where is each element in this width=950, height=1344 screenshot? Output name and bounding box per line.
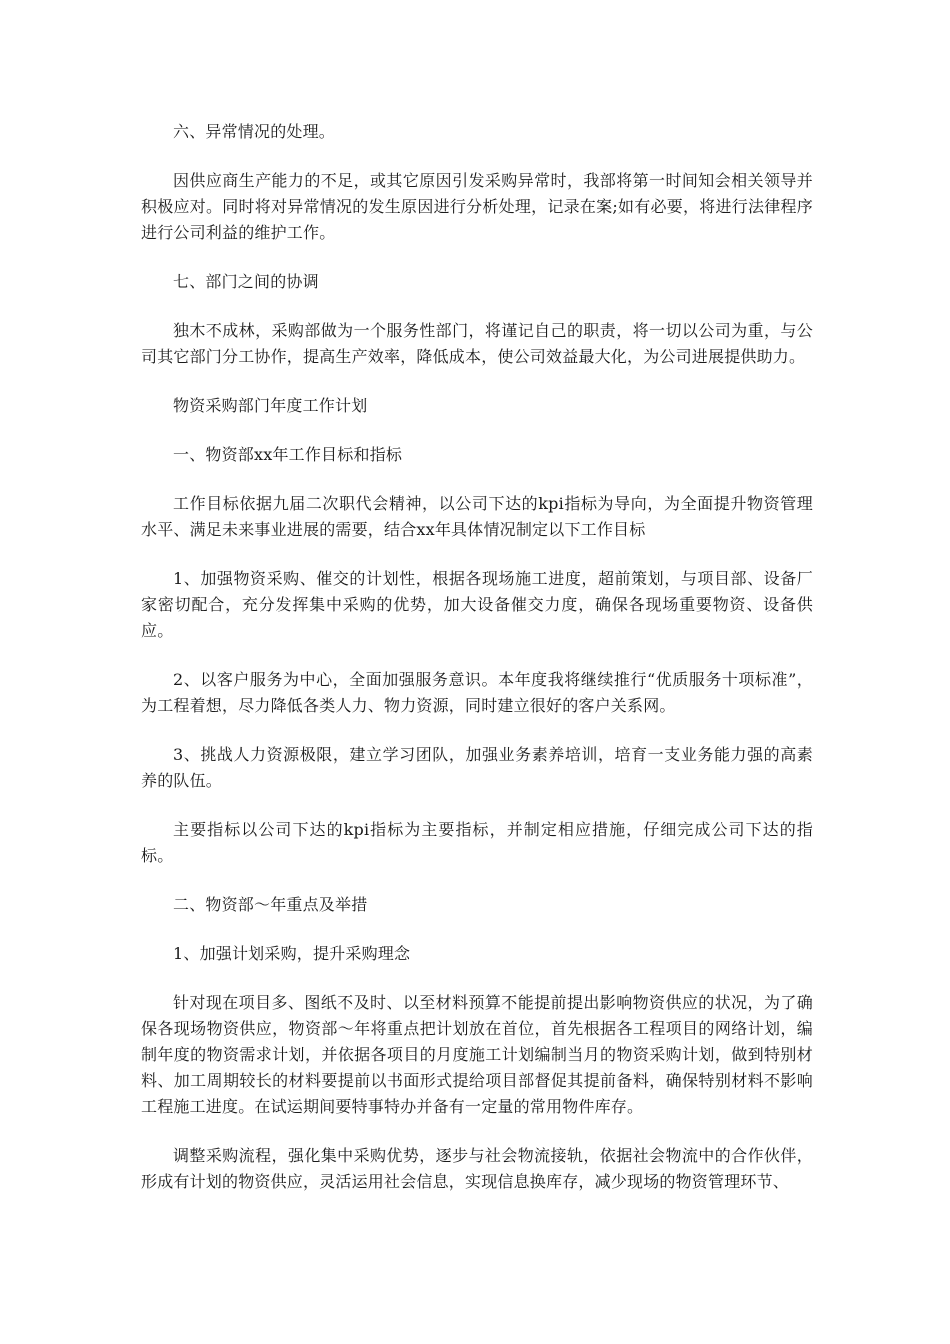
paragraph-department-coordination: 独木不成林，采购部做为一个服务性部门，将谨记自己的职责，将一切以公司为重，与公司其它部门分工协作，提高生产效率，降低成本，使公司效益最大化，为公司进展提供助力。 xyxy=(141,321,813,366)
paragraph-goal-3: 3、挑战人力资源极限，建立学习团队，加强业务素养培训，培育一支业务能力强的高素养的队伍。 xyxy=(141,745,813,790)
paragraph-goal-1: 1、加强物资采购、催交的计划性，根据各现场施工进度，超前策划，与项目部、设备厂家密切配合，充分发挥集中采购的优势，加大设备催交力度，确保各现场重要物资、设备供应。 xyxy=(141,569,813,640)
paragraph-goal-2: 2、以客户服务为中心，全面加强服务意识。本年度我将继续推行“优质服务十项标准”，为工程着想，尽力降低各类人力、物力资源，同时建立很好的客户关系网。 xyxy=(141,670,813,715)
paragraph-goals-intro: 工作目标依据九届二次职代会精神，以公司下达的kpi指标为导向，为全面提升物资管理水平、满足未来事业进展的需要，结合xx年具体情况制定以下工作目标 xyxy=(141,494,813,539)
section-heading-goals: 一、物资部xx年工作目标和指标 xyxy=(173,445,403,464)
section-heading-department-coordination: 七、部门之间的协调 xyxy=(173,272,319,291)
section-heading-key-measures: 二、物资部～年重点及举措 xyxy=(173,895,368,914)
paragraph-abnormal-handling: 因供应商生产能力的不足，或其它原因引发采购异常时，我部将第一时间知会相关领导并积极应对。同时将对异常情况的发生原因进行分析处理，记录在案;如有必要，将进行法律程序进行公司利益的维护工作。 xyxy=(141,171,813,242)
paragraph-process-adjustment: 调整采购流程，强化集中采购优势，逐步与社会物流接轨，依据社会物流中的合作伙伴，形成有计划的物资供应，灵活运用社会信息，实现信息换库存，减少现场的物资管理环节、 xyxy=(141,1146,813,1191)
paragraph-planned-purchasing: 针对现在项目多、图纸不及时、以至材料预算不能提前提出影响物资供应的状况，为了确保各现场物资供应，物资部～年将重点把计划放在首位，首先根据各工程项目的网络计划，编制年度的物资需求计划，并依据各项目的月度施工计划编制当月的物资采购计划，做到特别材料、加工周期较长的材料要提前以书面形式提给项目部督促其提前备料，确保特别材料不影响工程施工进度。在试运期间要特事特办并备有一定量的常用物件库存。 xyxy=(141,993,813,1116)
section-heading-abnormal-handling: 六、异常情况的处理。 xyxy=(173,122,336,141)
paragraph-main-indicators: 主要指标以公司下达的kpi指标为主要指标，并制定相应措施，仔细完成公司下达的指标。 xyxy=(141,820,813,865)
subsection-heading-planned-purchasing: 1、加强计划采购，提升采购理念 xyxy=(173,944,411,963)
document-page xyxy=(141,119,813,1218)
document-subtitle: 物资采购部门年度工作计划 xyxy=(173,396,368,415)
